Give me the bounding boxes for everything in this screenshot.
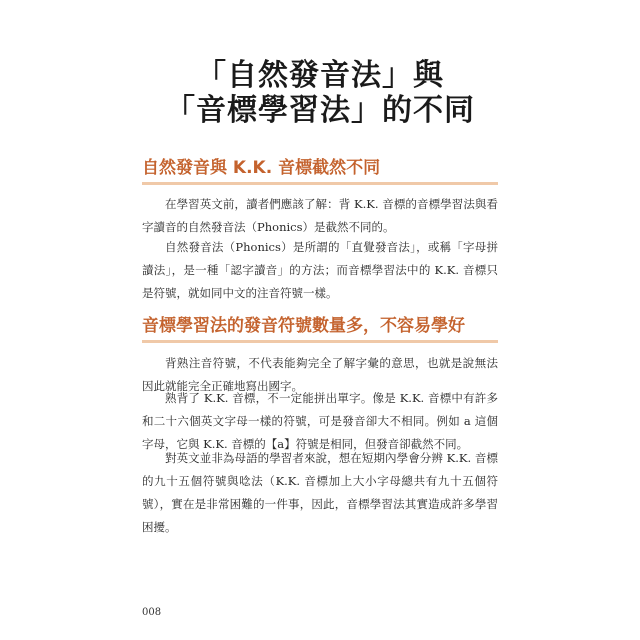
- page-number: 008: [142, 607, 162, 618]
- section-heading-1-underline: [142, 182, 498, 185]
- section-heading-1-label: 自然發音與 K.K. 音標截然不同: [142, 158, 381, 178]
- section-2-paragraph-2: 熟背了 K.K. 音標，不一定能拼出單字。像是 K.K. 音標中有許多和二十六個英文字母一樣的符號，可是發音卻大不相同。例如 a 這個字母，它與 K.K. 音標的【a】符號是相同，但發音卻截然不同。: [142, 391, 498, 451]
- section-heading-1: [142, 155, 498, 185]
- page-title-line-1: 「自然發音法」與: [196, 58, 444, 93]
- section-1-paragraph-1: 在學習英文前，讀者們應該了解：背 K.K. 音標的音標學習法與看字讀音的自然發音法（Phonics）是截然不同的。: [142, 197, 498, 234]
- section-heading-2-label: 音標學習法的發音符號數量多，不容易學好: [142, 316, 465, 336]
- section-1-paragraph-2: 自然發音法（Phonics）是所謂的「直覺發音法」，或稱「字母拼讀法」，是一種「認字讀音」的方法；而音標學習法中的 K.K. 音標只是符號，就如同中文的注音符號一樣。: [142, 240, 498, 300]
- section-2-paragraph-3: 對英文並非為母語的學習者來說，想在短期內學會分辨 K.K. 音標的九十五個符號與唸法（K.K. 音標加上大小字母總共有九十五個符號），實在是非常困難的一件事，因此，音標學習法其實造成許多學習困擾。: [142, 451, 498, 534]
- section-2-paragraph-1: 背熟注音符號，不代表能夠完全了解字彙的意思，也就是說無法因此就能完全正確地寫出國字。: [142, 356, 498, 393]
- section-heading-2: [142, 313, 498, 343]
- section-heading-2-underline: [142, 340, 498, 343]
- page-title-line-2: 「音標學習法」的不同: [165, 93, 475, 128]
